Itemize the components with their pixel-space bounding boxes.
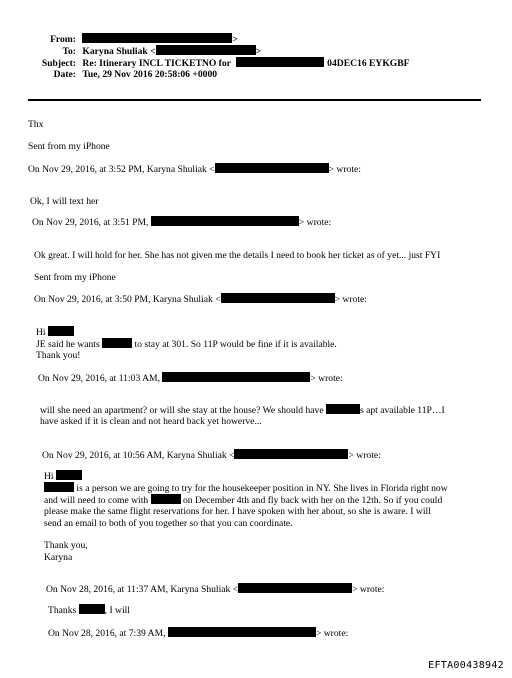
attribution-text: On Nov 29, 2016, at 3:50 PM, Karyna Shuliak < (34, 294, 221, 305)
attribution-suffix: > wrote: (334, 294, 367, 305)
quoted-text: Ok, I will text her (30, 196, 99, 207)
redacted-block (44, 482, 74, 492)
signature-sent-from-iphone: Sent from my iPhone (34, 272, 116, 283)
subject-suffix: 04DEC16 EYKGBF (327, 58, 410, 69)
to-label: To: (62, 46, 76, 57)
redacted-block (102, 338, 132, 348)
quoted-text (48, 604, 130, 617)
from-label: From: (50, 34, 76, 45)
quoted-text-part: on December 4th and fly back with her on the 12th. So if you could (183, 495, 443, 506)
quoted-text-part: Thanks (48, 605, 77, 616)
redacted-block (162, 372, 310, 382)
closing: Thank you, (44, 540, 88, 551)
quoted-text: send an email to both of you together so that you can coordinate. (44, 518, 293, 529)
header-divider (28, 99, 481, 101)
attribution-suffix: > wrote: (315, 628, 349, 639)
quoted-text-part: will she need an apartment? or will she stay at the house? We should have (40, 405, 324, 416)
redacted-block (238, 583, 352, 593)
quoted-text-part: , I will (104, 605, 130, 616)
attribution-text: On Nov 29, 2016, at 3:52 PM, Karyna Shuliak < (28, 164, 215, 175)
redacted-block (236, 57, 324, 67)
attribution-suffix: > wrote: (310, 373, 343, 384)
quote-attribution (38, 372, 343, 385)
attribution-suffix: > wrote: (328, 164, 361, 175)
redacted-block (215, 163, 329, 173)
attribution-text: On Nov 28, 2016, at 7:39 AM, (48, 628, 166, 639)
quote-attribution (46, 583, 384, 596)
quoted-text: have asked if it is clean and not heard back yet howerve... (40, 416, 262, 427)
redacted-block (234, 449, 348, 459)
quoted-text: please make the same flight reservations for her. I have spoken with her about, so she is aware. I will (44, 506, 431, 517)
redacted-block (221, 293, 335, 303)
redacted-block (79, 604, 105, 614)
attribution-suffix: > wrote: (352, 584, 385, 595)
to-value: Karyna Shuliak < (82, 46, 156, 57)
redacted-block (151, 494, 181, 504)
greeting-text: Hi (36, 327, 46, 338)
redacted-block (151, 216, 299, 226)
from-suffix: > (232, 34, 238, 45)
quoted-text: Thank you! (36, 350, 81, 361)
attribution-text: On Nov 28, 2016, at 11:37 AM, Karyna Shuliak < (46, 584, 239, 595)
quoted-text-part: s apt available 11P…I (360, 405, 445, 416)
quoted-text-part: JE said he wants (36, 339, 100, 350)
document-id: EFTA00438942 (428, 660, 504, 671)
attribution-suffix: > wrote: (298, 217, 332, 228)
quoted-text-part: and will need to come with (44, 495, 149, 506)
quote-attribution (32, 216, 331, 229)
reply-thx: Thx (28, 119, 44, 130)
quoted-text: Ok great. I will hold for her. She has not given me the details I need to book her ticket as of yet... just FYI (34, 250, 441, 261)
attribution-text: On Nov 29, 2016, at 10:56 AM, Karyna Shuliak < (42, 450, 235, 461)
redacted-block (56, 470, 82, 480)
attribution-text: On Nov 29, 2016, at 11:03 AM, (38, 373, 160, 384)
date-value: Tue, 29 Nov 2016 20:58:06 +0000 (82, 69, 218, 80)
redacted-block (168, 627, 316, 637)
redacted-block (48, 326, 74, 336)
redacted-block (326, 404, 360, 414)
date-label: Date: (53, 69, 76, 80)
signature-name: Karyna (44, 552, 73, 563)
quote-attribution (34, 293, 367, 306)
quote-attribution (28, 163, 361, 176)
redacted-block (156, 45, 256, 55)
subject-label: Subject: (41, 58, 76, 69)
signature-sent-from-iphone: Sent from my iPhone (28, 141, 110, 152)
attribution-suffix: > wrote: (348, 450, 381, 461)
attribution-text: On Nov 29, 2016, at 3:51 PM, (32, 217, 149, 228)
quoted-text-part: is a person we are going to try for the housekeeper position in NY. She lives in Florida right now (76, 483, 448, 494)
quote-attribution (48, 627, 348, 640)
redacted-block (82, 33, 232, 43)
quoted-text (36, 338, 337, 351)
quoted-text-part: to stay at 301. So 11P would be fine if it is available. (134, 339, 337, 350)
header-date-row (40, 69, 217, 81)
subject-value: Re: Itinerary INCL TICKETNO for (82, 58, 231, 69)
to-suffix: > (255, 46, 262, 57)
greeting-text: Hi (44, 471, 54, 482)
quote-attribution (42, 449, 381, 462)
